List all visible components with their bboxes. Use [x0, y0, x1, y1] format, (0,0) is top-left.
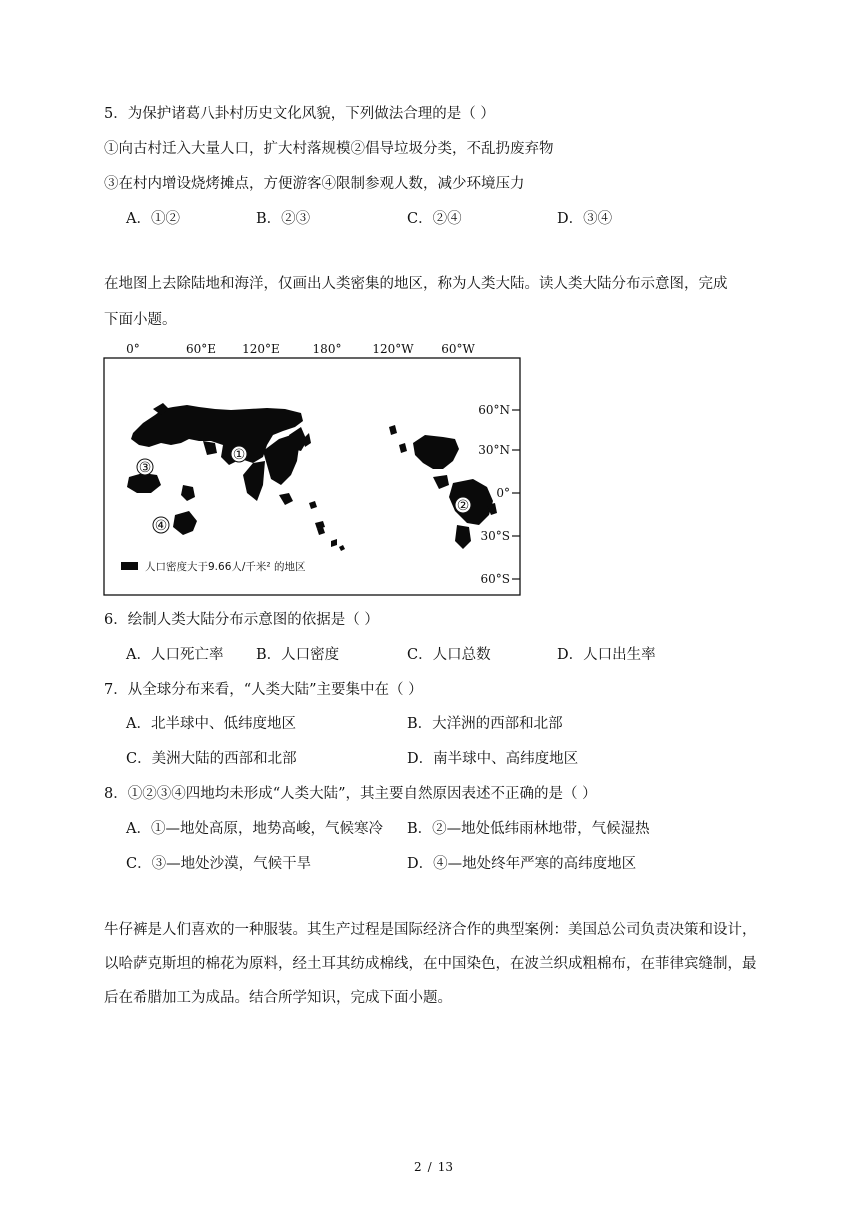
q8-option-a: A．①—地处高原，地势高峻，气候寒冷	[126, 821, 383, 837]
lat-label-0: 0°	[496, 486, 510, 500]
lon-label-60w: 60°W	[441, 342, 475, 356]
lon-label-60e: 60°E	[185, 342, 217, 356]
q7-option-b: B．大洋洲的西部和北部	[407, 716, 563, 732]
lon-label-120e: 120°E	[242, 342, 280, 356]
q6-option-d: D．人口出生率	[557, 647, 656, 663]
q5-option-c: C．②④	[407, 211, 462, 227]
q5-option-d: D．③④	[557, 211, 613, 227]
legend-swatch	[121, 562, 138, 570]
q6-option-b: B．人口密度	[256, 647, 340, 663]
q5-line-2: ③在村内增设烧烤摊点，方便游客④限制参观人数，减少环境压力	[104, 176, 525, 192]
q8-option-c: C．③—地处沙漠，气候干旱	[126, 856, 312, 872]
legend-label: 人口密度大于9.66人/千米² 的地区	[145, 561, 306, 573]
q7-option-c: C．美洲大陆的西部和北部	[126, 751, 297, 767]
q7-option-a: A．北半球中、低纬度地区	[126, 716, 296, 732]
intro2-paragraph: 牛仔裤是人们喜欢的一种服装。其生产过程是国际经济合作的典型案例：美国总公司负责决策和设计，以哈萨克斯坦的棉花为原料，经土耳其纺成棉线，在中国染色，在波兰织成粗棉布，在菲律宾缝制，最后在希腊加工为成品。结合所学知识，完成下面小题。	[104, 922, 757, 1006]
q6-option-a: A．人口死亡率	[126, 647, 224, 663]
q7-stem: 7．从全球分布来看，“人类大陆”主要集中在（ ）	[104, 682, 423, 698]
lat-label-30s: 30°S	[480, 529, 510, 543]
intro1-line-2: 下面小题。	[104, 312, 177, 328]
page-current: 2	[414, 1160, 422, 1174]
lon-label-120w: 120°W	[372, 342, 414, 356]
q5-option-a: A．①②	[126, 211, 180, 227]
lat-label-30n: 30°N	[478, 443, 510, 457]
lat-label-60s: 60°S	[480, 572, 510, 586]
page-separator: /	[427, 1160, 432, 1174]
lat-label-60n: 60°N	[478, 403, 510, 417]
q5-stem: 5．为保护诸葛八卦村历史文化风貌，下列做法合理的是（ ）	[104, 106, 495, 122]
marker-1: ①	[232, 447, 246, 463]
marker-3: ③	[138, 460, 152, 476]
marker-4: ④	[154, 518, 168, 534]
lon-label-0: 0°	[126, 342, 140, 356]
page-total: 13	[437, 1160, 453, 1174]
q5-option-b: B．②③	[256, 211, 311, 227]
q6-option-c: C．人口总数	[407, 647, 491, 663]
q6-stem: 6．绘制人类大陆分布示意图的依据是（ ）	[104, 612, 379, 628]
q8-option-d: D．④—地处终年严寒的高纬度地区	[407, 856, 637, 872]
marker-2: ②	[456, 498, 470, 514]
intro1-line-1: 在地图上去除陆地和海洋，仅画出人类密集的地区，称为人类大陆。读人类大陆分布示意图，完成	[104, 276, 728, 292]
q5-line-1: ①向古村迁入大量人口，扩大村落规模②倡导垃圾分类，不乱扔废弃物	[104, 141, 554, 157]
lon-label-180: 180°	[312, 342, 342, 356]
q8-option-b: B．②—地处低纬雨林地带，气候湿热	[407, 821, 650, 837]
q7-option-d: D．南半球中、高纬度地区	[407, 751, 579, 767]
q8-stem: 8．①②③④四地均未形成“人类大陆”，其主要自然原因表述不正确的是（ ）	[104, 786, 597, 802]
population-map	[103, 335, 523, 597]
page-number	[0, 1160, 867, 1174]
map-frame	[104, 358, 520, 595]
